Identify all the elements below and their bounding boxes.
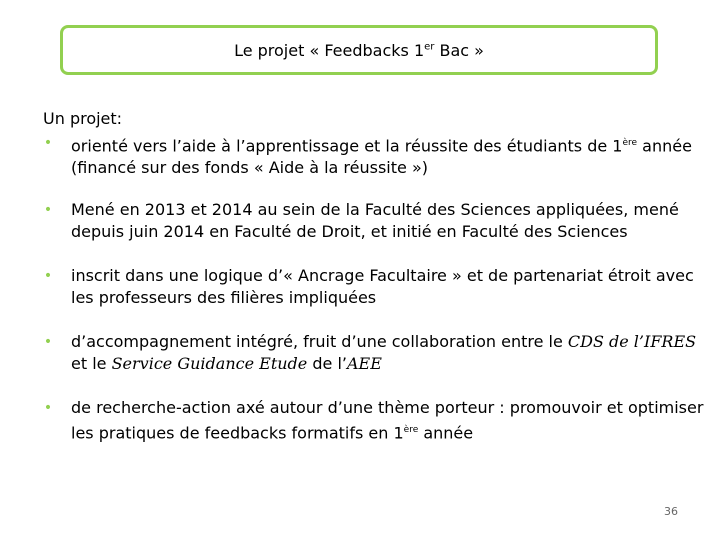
bullet-item-4: • d’accompagnement intégré, fruit d’une collaboration entre le CDS de l’IFRES et le Service Guidance Etude de l’AEE — [43, 332, 697, 374]
slide-title-box — [60, 25, 658, 75]
bullet-icon: • — [43, 135, 53, 151]
bullet-item-2: • Mené en 2013 et 2014 au sein de la Faculté des Sciences appliquées, mené depuis juin 2014 en Faculté de Droit, et initié en Faculté des Sciences — [43, 200, 679, 242]
service-guidance-label: Service Guidance Etude — [111, 354, 308, 374]
slide-body — [43, 108, 713, 467]
cds-ifres-label: CDS de l’IFRES — [567, 332, 697, 352]
bullet-icon: • — [43, 334, 53, 351]
bullet-item-5: • de recherche-action axé autour d’une thème porteur : promouvoir et optimiser les pratiques de feedbacks formatifs en 1ère année — [43, 398, 704, 443]
bullet-list — [43, 132, 713, 445]
aee-label: AEE — [346, 354, 382, 374]
bullet-icon: • — [43, 268, 53, 285]
bullet-icon: • — [43, 400, 53, 417]
slide-title: Le projet « Feedbacks 1er Bac » — [234, 40, 484, 60]
bullet-item-1: • orienté vers l’aide à l’apprentissage et la réussite des étudiants de 1ère année (financé sur des fonds « Aide à la réussite ») — [43, 132, 713, 179]
bullet-item-3: • inscrit dans une logique d’« Ancrage Facultaire » et de partenariat étroit avec les professeurs des filières impliquées — [43, 266, 694, 308]
intro-text: Un projet: — [43, 109, 123, 128]
page-number: 36 — [664, 505, 678, 518]
bullet-icon: • — [43, 202, 53, 219]
